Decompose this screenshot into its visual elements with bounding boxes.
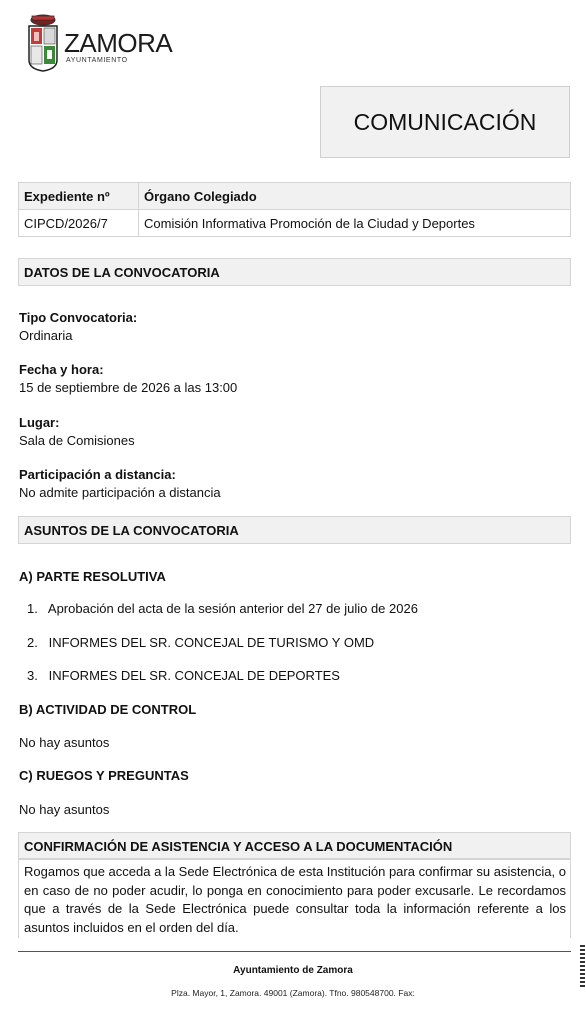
actividad-control-heading: B) ACTIVIDAD DE CONTROL [19,702,197,717]
tipo-label: Tipo Convocatoria: [19,310,138,325]
tipo-field [19,309,137,345]
confirmacion-text: Rogamos que acceda a la Sede Electrónica de esta Institución para confirmar su asistencia, o en caso de no poder acudir, lo ponga en conocimiento para poder excusarle. Le recordamos que a través de la Sede Electrónica puede consultar toda la información referente a los asuntos incluidos en el orden del día. [18,858,571,938]
datos-section-header: DATOS DE LA CONVOCATORIA [18,258,571,286]
parte-resolutiva-heading: A) PARTE RESOLUTIVA [19,569,166,584]
asuntos-section-header: ASUNTOS DE LA CONVOCATORIA [18,516,571,544]
expediente-value: CIPCD/2026/7 [19,210,139,237]
table-header-row [19,183,571,210]
item-number: 1. [27,601,38,616]
lugar-value: Sala de Comisiones [19,433,135,448]
participacion-label: Participación a distancia: [19,467,176,482]
document-type-title: COMUNICACIÓN [320,86,570,158]
item-text: Aprobación del acta de la sesión anterior del 27 de julio de 2026 [47,601,418,616]
fecha-value: 15 de septiembre de 2026 a las 13:00 [19,380,238,395]
item-number: 2. [27,635,38,650]
list-item [27,668,340,683]
list-item [27,601,418,616]
organo-value: Comisión Informativa Promoción de la Ciudad y Deportes [139,210,571,237]
confirmacion-section-header: CONFIRMACIÓN DE ASISTENCIA Y ACCESO A LA DOCUMENTACIÓN [18,832,571,860]
list-item [27,635,374,650]
footer-address: Plza. Mayor, 1, Zamora. 49001 (Zamora). Tfno. 980548700. Fax: [171,988,415,998]
ruegos-preguntas-text: No hay asuntos [19,802,110,817]
footer-divider [18,951,571,952]
item-text: INFORMES DEL SR. CONCEJAL DE TURISMO Y OMD [48,635,375,650]
item-number: 3. [27,668,38,683]
table-row [19,210,571,237]
tipo-value: Ordinaria [19,328,73,343]
fecha-label: Fecha y hora: [19,362,104,377]
logo-subtitle: AYUNTAMIENTO [66,57,128,64]
coat-of-arms-icon [26,14,60,72]
footer-title: Ayuntamiento de Zamora [233,965,353,976]
logo-title: ZAMORA [64,28,173,58]
expediente-table [18,182,571,237]
lugar-label: Lugar: [19,415,60,430]
side-barcode-icon [580,945,585,989]
expediente-header: Expediente nº [19,183,139,210]
ruegos-preguntas-heading: C) RUEGOS Y PREGUNTAS [19,768,189,783]
ayuntamiento-logo [26,14,176,74]
participacion-value: No admite participación a distancia [19,485,221,500]
actividad-control-text: No hay asuntos [19,735,110,750]
organo-header: Órgano Colegiado [139,183,571,210]
participacion-field [19,466,221,502]
item-text: INFORMES DEL SR. CONCEJAL DE DEPORTES [48,668,340,683]
fecha-field [19,361,237,397]
lugar-field [19,414,135,450]
